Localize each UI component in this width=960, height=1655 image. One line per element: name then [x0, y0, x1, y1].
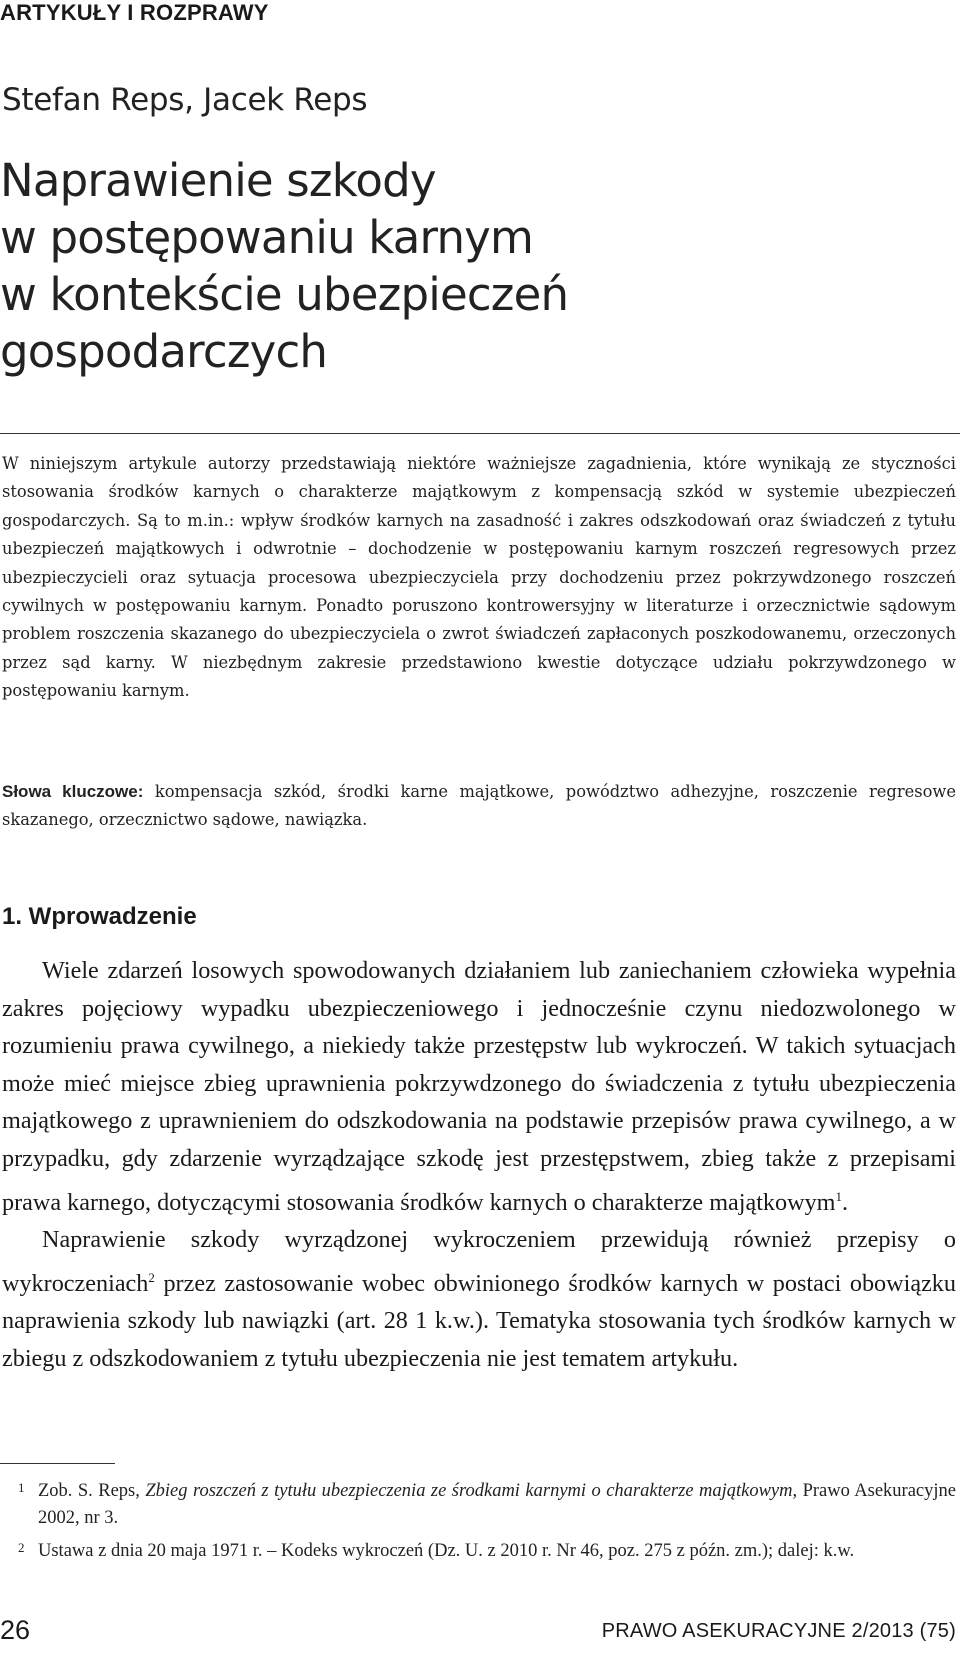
footnote-text: Ustawa z dnia 20 maja 1971 r. – Kodeks wykroczeń (Dz. U. z 2010 r. Nr 46, poz. 275 z późn. zm.); dalej: k.w.	[38, 1541, 855, 1561]
footnote	[0, 1538, 956, 1565]
section-heading: 1. Wprowadzenie	[2, 903, 197, 930]
title-line: gospodarczych	[0, 325, 328, 378]
title-line: Naprawienie szkody	[0, 154, 436, 207]
paragraph-text: Wiele zdarzeń losowych spowodowanych działaniem lub zaniechaniem człowieka wypełnia zakres pojęciowy wypadku ubezpieczeniowego i jednocześnie czynu niedozwolonego w rozumieniu prawa cywilnego, a niekiedy także przestępstw lub wykroczeń. W takich sytuacjach może mieć miejsce zbieg uprawnienia pokrzywdzonego do świadczenia z tytułu ubezpieczenia majątkowego z uprawnieniem do odszkodowania na podstawie przepisów prawa cywilnego, a w przypadku, gdy zdarzenie wyrządzające szkodę jest przestępstwem, zbieg także z przepisami prawa karnego, dotyczącymi stosowania środków karnych o charakterze majątkowym	[2, 957, 956, 1216]
article-title	[0, 152, 568, 380]
paragraph-text: Naprawienie szkody wyrządzonej wykroczeniem przewidują również przepisy o wykroczeniach	[2, 1226, 956, 1297]
paragraph-end: .	[842, 1188, 849, 1216]
footnote-divider	[0, 1463, 115, 1464]
footnote-text: , Prawo Asekuracyjne 2002, nr 3.	[38, 1481, 956, 1528]
body-text	[2, 952, 956, 1378]
journal-name: PRAWO ASEKURACYJNE 2/2013 (75)	[601, 1620, 956, 1642]
keywords-text: kompensacja szkód, środki karne majątkowe, powództwo adhezyjne, roszczenie regresowe skazanego, orzecznictwo sądowe, nawiązka.	[2, 782, 956, 830]
section-label: ARTYKUŁY I ROZPRAWY	[0, 0, 269, 25]
title-line: w postępowaniu karnym	[0, 211, 534, 264]
title-line: w kontekście ubezpieczeń	[0, 268, 569, 321]
footnote-number: 2	[18, 1540, 25, 1555]
footnote-ref[interactable]: 1	[835, 1188, 842, 1204]
paragraph	[2, 1221, 956, 1377]
footnote	[0, 1478, 956, 1532]
paragraph-text: przez zastosowanie wobec obwinionego środków karnych w postaci obowiązku naprawienia szkody lub nawiązki (art. 28 1 k.w.). Tematyka stosowania tych środków karnych w zbiegu z odszkodowaniem z tytułu ubezpieczenia nie jest tematem artykułu.	[2, 1269, 956, 1373]
footnote-cited-title: Zbieg roszczeń z tytułu ubezpieczenia ze środkami karnymi o charakterze majątkowym	[145, 1481, 793, 1501]
article-authors: Stefan Reps, Jacek Reps	[2, 82, 368, 118]
footnote-number: 1	[18, 1480, 25, 1495]
page-number: 26	[0, 1615, 31, 1645]
footnote-text: Zob. S. Reps,	[38, 1481, 146, 1501]
footnotes	[0, 1478, 956, 1571]
keywords-label: Słowa kluczowe:	[2, 782, 144, 801]
title-divider	[0, 433, 960, 434]
keywords	[2, 778, 956, 835]
abstract: W niniejszym artykule autorzy przedstawiają niektóre ważniejsze zagadnienia, które wynikają ze styczności stosowania środków karnych o charakterze majątkowym z kompensacją szkód w systemie ubezpieczeń gospodarczych. Są to m.in.: wpływ środków karnych na zasadność i zakres odszkodowań oraz świadczeń z tytułu ubezpieczeń majątkowych i odwrotnie – dochodzenie w postępowaniu karnym roszczeń regresowych przez ubezpieczycieli oraz sytuacja procesowa ubezpieczyciela przy dochodzeniu przez pokrzywdzonego roszczeń cywilnych w postępowaniu karnym. Ponadto poruszono kontrowersyjny w literaturze i orzecznictwie sądowym problem roszczenia skazanego do ubezpieczyciela o zwrot świadczeń zapłaconych poszkodowanemu, orzeczonych przez sąd karny. W niezbędnym zakresie przedstawiono kwestie dotyczące udziału pokrzywdzonego w postępowaniu karnym.	[2, 454, 956, 701]
paragraph	[2, 952, 956, 1221]
footnote-ref[interactable]: 2	[148, 1269, 155, 1285]
